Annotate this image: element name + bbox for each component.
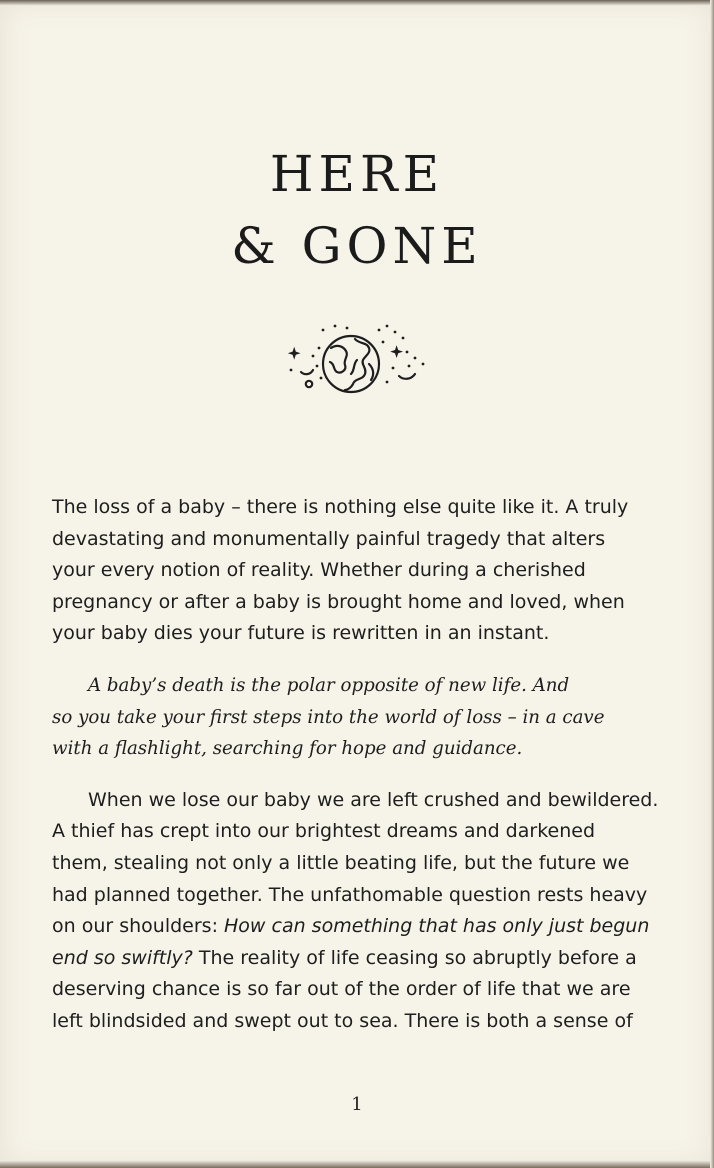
page-top-edge (0, 0, 714, 6)
text-line: them, stealing not only a little beating life, but the future we (52, 851, 630, 874)
page-bottom-edge (0, 1160, 714, 1168)
text-line (52, 943, 637, 975)
paragraph-1 (52, 492, 629, 650)
text-line (52, 911, 650, 943)
text-line: had planned together. The unfathomable question rests heavy (52, 883, 648, 906)
page-number: 1 (351, 1094, 363, 1115)
text-line: your every notion of reality. Whether during a cherished (52, 559, 586, 582)
text-segment: on our shoulders: (52, 915, 225, 938)
text-line: with a flashlight, searching for hope and guidance. (52, 738, 523, 760)
text-segment: The reality of life ceasing so abruptly before a (192, 946, 637, 969)
text-line: A baby’s death is the polar opposite of new life. And (88, 674, 570, 696)
text-line: When we lose our baby we are left crushed and bewildered. (88, 788, 659, 811)
pull-quote (52, 670, 612, 765)
text-line: devastating and monumentally painful tragedy that alters (52, 527, 606, 550)
globe-with-stars-icon (283, 320, 433, 402)
text-line: pregnancy or after a baby is brought home and loved, when (52, 590, 625, 613)
text-line: left blindsided and swept out to sea. There is both a sense of (52, 1009, 633, 1032)
text-line: A thief has crept into our brightest dreams and darkened (52, 820, 596, 843)
chapter-title-line-2: & GONE (231, 217, 483, 275)
body-text (52, 492, 659, 1038)
text-line: your baby dies your future is rewritten in an instant. (52, 622, 550, 645)
chapter-title (0, 138, 714, 282)
italic-question-end: end so swiftly? (52, 946, 193, 969)
text-line: The loss of a baby – there is nothing else quite like it. A truly (52, 496, 629, 518)
text-line: so you take your first steps into the world of loss – in a cave (52, 706, 605, 728)
chapter-title-line-1: HERE (269, 145, 445, 203)
text-line: deserving chance is so far out of the order of life that we are (52, 978, 631, 1001)
paragraph-3 (52, 785, 659, 1038)
italic-question: How can something that has only just begun (224, 915, 650, 938)
